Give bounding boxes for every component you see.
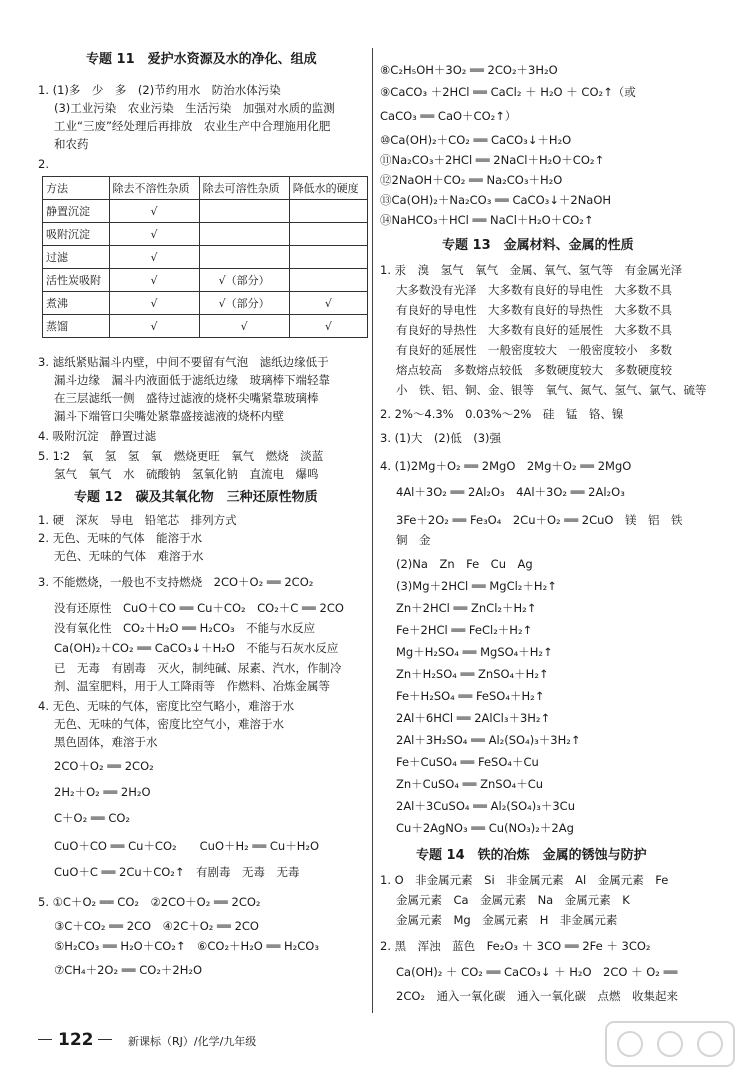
check-cell xyxy=(199,200,289,223)
check-cell: √ xyxy=(109,292,199,315)
text-line: 3. 滤纸紧贴漏斗内壁，中间不要留有气泡 滤纸边缘低于 xyxy=(38,355,329,369)
water-purification-table xyxy=(42,176,368,338)
text-line: 漏斗边缘 漏斗内液面低于滤纸边缘 玻璃棒下端轻靠 xyxy=(54,373,330,387)
text-line: 2CO₂ 通入一氧化碳 通入一氧化碳 点燃 收集起来 xyxy=(396,989,679,1003)
equation-line: ⑭NaHCO₃＋HCl ══ NaCl＋H₂O＋CO₂↑ xyxy=(380,213,594,227)
text-line: 熔点较高 多数熔点较低 多数硬度较大 多数硬度较 xyxy=(396,363,672,377)
table-cell: 静置沉淀 xyxy=(43,200,110,223)
equation-line: Fe＋H₂SO₄ ══ FeSO₄＋H₂↑ xyxy=(396,689,545,703)
equation-line: ⑩Ca(OH)₂＋CO₂ ══ CaCO₃↓＋H₂O xyxy=(380,133,572,147)
watermark-logo-icon xyxy=(600,1000,740,1072)
page-number: 122 xyxy=(58,1030,94,1050)
equation-line: 2. 黑 浑浊 蓝色 Fe₂O₃ ＋ 3CO ══ 2Fe ＋ 3CO₂ xyxy=(380,939,651,953)
table-cell: 吸附沉淀 xyxy=(43,223,110,246)
equation-line: (3)Mg＋2HCl ══ MgCl₂＋H₂↑ xyxy=(396,579,557,593)
book-info: 新课标（RJ）/化学/九年级 xyxy=(128,1035,257,1048)
check-cell xyxy=(289,200,367,223)
footer-dash xyxy=(38,1039,52,1040)
text-line: 金属元素 Ca 金属元素 Na 金属元素 K xyxy=(396,893,630,907)
section-heading-11: 专题 11 爱护水资源及水的净化、组成 xyxy=(86,52,317,67)
equation-line: ⑪Na₂CO₃＋2HCl ══ 2NaCl＋H₂O＋CO₂↑ xyxy=(380,153,605,167)
equation-line: 4. (1)2Mg＋O₂ ══ 2MgO 2Mg＋O₂ ══ 2MgO xyxy=(380,459,632,473)
table-row xyxy=(43,223,368,246)
text-line: 无色、无味的气体 难溶于水 xyxy=(54,549,204,563)
text-line: 在三层滤纸一侧 盛待过滤液的烧杯尖嘴紧靠玻璃棒 xyxy=(54,391,319,405)
check-cell: √（部分） xyxy=(199,269,289,292)
equation-line: CuO＋C ══ 2Cu＋CO₂↑ 有剧毒 无毒 无毒 xyxy=(54,865,300,879)
text-line: (2)Na Zn Fe Cu Ag xyxy=(396,557,533,571)
text-line: 金属元素 Mg 金属元素 H 非金属元素 xyxy=(396,913,618,927)
equation-line: 4Al＋3O₂ ══ 2Al₂O₃ 4Al＋3O₂ ══ 2Al₂O₃ xyxy=(396,485,625,499)
table-row xyxy=(43,246,368,269)
equation-line: C＋O₂ ══ CO₂ xyxy=(54,811,131,825)
check-cell: √ xyxy=(289,315,367,338)
table-header: 方法 xyxy=(43,177,110,200)
equation-line: 2Al＋3H₂SO₄ ══ Al₂(SO₄)₃＋3H₂↑ xyxy=(396,733,581,747)
equation-line: Zn＋2HCl ══ ZnCl₂＋H₂↑ xyxy=(396,601,537,615)
equation-line: ③C＋CO₂ ══ 2CO ④2C＋O₂ ══ 2CO xyxy=(54,919,259,933)
table-row xyxy=(43,292,368,315)
check-cell xyxy=(289,223,367,246)
text-line: 氢气 氧气 水 硫酸钠 氢氧化钠 直流电 爆鸣 xyxy=(54,467,319,481)
text-line: 黑色固体，难溶于水 xyxy=(54,735,158,749)
equation-line: 2Al＋3CuSO₄ ══ Al₂(SO₄)₃＋3Cu xyxy=(396,799,575,813)
text-line: 4. 无色、无味的气体，密度比空气略小，难溶于水 xyxy=(38,699,295,713)
text-line: 无色、无味的气体，密度比空气小，难溶于水 xyxy=(54,717,284,731)
table-cell: 蒸馏 xyxy=(43,315,110,338)
equation-line: Fe＋2HCl ══ FeCl₂＋H₂↑ xyxy=(396,623,533,637)
equation-line: ⑫2NaOH＋CO₂ ══ Na₂CO₃＋H₂O xyxy=(380,173,563,187)
check-cell xyxy=(289,269,367,292)
table-cell: 煮沸 xyxy=(43,292,110,315)
table-header: 降低水的硬度 xyxy=(289,177,367,200)
equation-line: Zn＋H₂SO₄ ══ ZnSO₄＋H₂↑ xyxy=(396,667,549,681)
equation-line: Fe＋CuSO₄ ══ FeSO₄＋Cu xyxy=(396,755,539,769)
text-line: 有良好的导热性 大多数有良好的延展性 大多数不具 xyxy=(396,323,672,337)
check-cell xyxy=(289,246,367,269)
text-line: 4. 吸附沉淀 静置过滤 xyxy=(38,429,157,443)
footer-dash xyxy=(98,1039,112,1040)
table-row xyxy=(43,269,368,292)
text-line: (3)工业污染 农业污染 生活污染 加强对水质的监测 xyxy=(54,101,335,115)
section-heading-13: 专题 13 金属材料、金属的性质 xyxy=(442,238,634,253)
equation-line: Mg＋H₂SO₄ ══ MgSO₄＋H₂↑ xyxy=(396,645,553,659)
section-heading-12: 专题 12 碳及其氧化物 三种还原性物质 xyxy=(74,490,318,505)
check-cell: √ xyxy=(109,223,199,246)
text-line: 2. 2%～4.3% 0.03%～2% 硅 锰 铬、镍 xyxy=(380,407,624,421)
equation-line: ⑦CH₄＋2O₂ ══ CO₂＋2H₂O xyxy=(54,963,203,977)
text-line: 已 无毒 有剧毒 灭火，制纯碱、尿素、汽水，作制冷 xyxy=(54,661,342,675)
text-line: 没有氧化性 CO₂＋H₂O ══ H₂CO₃ 不能与水反应 xyxy=(54,621,316,635)
table-row xyxy=(43,315,368,338)
equation-line: 2H₂＋O₂ ══ 2H₂O xyxy=(54,785,151,799)
check-cell: √ xyxy=(109,246,199,269)
equation-line: 5. ①C＋O₂ ══ CO₂ ②2CO＋O₂ ══ 2CO₂ xyxy=(38,895,261,909)
table-header: 除去可溶性杂质 xyxy=(199,177,289,200)
text-line: 工业“三废”经处理后再排放 农业生产中合理施用化肥 xyxy=(54,119,331,133)
equation-line: Cu＋2AgNO₃ ══ Cu(NO₃)₂＋2Ag xyxy=(396,821,574,835)
equation-line: 3Fe＋2O₂ ══ Fe₃O₄ 2Cu＋O₂ ══ 2CuO 镁 铝 铁 xyxy=(396,513,683,527)
text-line: 大多数没有光泽 大多数有良好的导电性 大多数不具 xyxy=(396,283,672,297)
check-cell: √（部分） xyxy=(199,292,289,315)
table-cell: 过滤 xyxy=(43,246,110,269)
text-line: 2. 无色、无味的气体 能溶于水 xyxy=(38,531,203,545)
text-line: 3. (1)大 (2)低 (3)强 xyxy=(380,431,501,445)
text-line: Ca(OH)₂＋CO₂ ══ CaCO₃↓＋H₂O 不能与石灰水反应 xyxy=(54,641,339,655)
text-line: 3. 不能燃烧，一般也不支持燃烧 2CO＋O₂ ══ 2CO₂ xyxy=(38,575,314,589)
table-header: 除去不溶性杂质 xyxy=(109,177,199,200)
equation-line: CuO＋CO ══ Cu＋CO₂ CuO＋H₂ ══ Cu＋H₂O xyxy=(54,839,320,853)
text-line: 小 铁、铝、铜、金、银等 氧气、氮气、氢气、氯气、硫等 xyxy=(396,383,707,397)
text-line: 1. 汞 溴 氢气 氧气 金属、氧气、氢气等 有金属光泽 xyxy=(380,263,683,277)
equation-line: CaCO₃ ══ CaO＋CO₂↑） xyxy=(380,109,517,123)
equation-line: 2CO＋O₂ ══ 2CO₂ xyxy=(54,759,154,773)
text-line: 和农药 xyxy=(54,137,89,151)
equation-line: Ca(OH)₂ ＋ CO₂ ══ CaCO₃↓ ＋ H₂O 2CO ＋ O₂ ══ xyxy=(396,965,678,979)
check-cell: √ xyxy=(109,269,199,292)
check-cell: √ xyxy=(199,315,289,338)
table-cell: 活性炭吸附 xyxy=(43,269,110,292)
table-row xyxy=(43,200,368,223)
check-cell xyxy=(199,246,289,269)
equation-line: 2Al＋6HCl ══ 2AlCl₃＋3H₂↑ xyxy=(396,711,551,725)
equation-line: ⑧C₂H₅OH＋3O₂ ══ 2CO₂＋3H₂O xyxy=(380,63,558,77)
section-heading-14: 专题 14 铁的冶炼 金属的锈蚀与防护 xyxy=(416,848,647,863)
equation-line: ⑬Ca(OH)₂＋Na₂CO₃ ══ CaCO₃↓＋2NaOH xyxy=(380,193,612,207)
column-divider xyxy=(372,48,373,1013)
check-cell: √ xyxy=(109,200,199,223)
text-line: 铜 金 xyxy=(396,533,431,547)
text-line: 漏斗下端管口尖嘴处紧靠盛接滤液的烧杯内壁 xyxy=(54,409,284,423)
check-cell: √ xyxy=(109,315,199,338)
text-line: 1. 硬 深灰 导电 铅笔芯 排列方式 xyxy=(38,513,237,527)
equation-line: ⑤H₂CO₃ ══ H₂O＋CO₂↑ ⑥CO₂＋H₂O ══ H₂CO₃ xyxy=(54,939,319,953)
text-line: 没有还原性 CuO＋CO ══ Cu＋CO₂ CO₂＋C ══ 2CO xyxy=(54,601,344,615)
equation-line: Zn＋CuSO₄ ══ ZnSO₄＋Cu xyxy=(396,777,544,791)
text-line: 5. 1∶2 氧 氢 氢 氧 燃烧更旺 氧气 燃烧 淡蓝 xyxy=(38,449,324,463)
text-line: 2. xyxy=(38,157,49,171)
equation-line: ⑨CaCO₃ ＋2HCl ══ CaCl₂ ＋ H₂O ＋ CO₂↑（或 xyxy=(380,85,636,99)
check-cell xyxy=(199,223,289,246)
text-line: 剂、温室肥料，用于人工降雨等 作燃料、冶炼金属等 xyxy=(54,679,330,693)
text-line: 有良好的延展性 一般密度较大 一般密度较小 多数 xyxy=(396,343,672,357)
text-line: 1. O 非金属元素 Si 非金属元素 Al 金属元素 Fe xyxy=(380,873,669,887)
text-line: 有良好的导电性 大多数有良好的导热性 大多数不具 xyxy=(396,303,672,317)
text-line: 1. (1)多 少 多 (2)节约用水 防治水体污染 xyxy=(38,83,281,97)
check-cell: √ xyxy=(289,292,367,315)
